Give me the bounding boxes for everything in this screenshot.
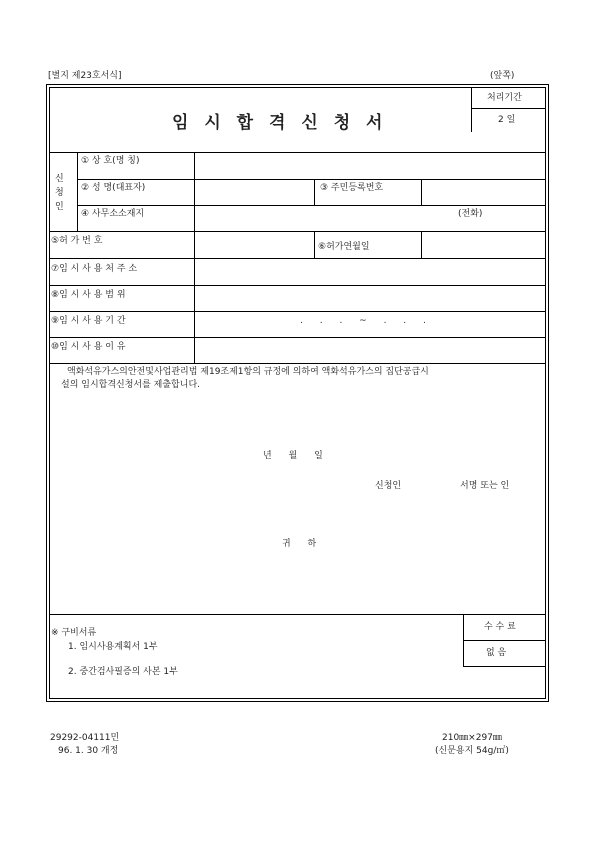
paper-size: 210㎜×297㎜ — [442, 733, 502, 743]
form-number: [별지 제23호서식] — [48, 71, 122, 81]
fee-box-left — [463, 614, 464, 666]
fee-label: 수 수 료 — [484, 622, 516, 632]
row-line — [77, 205, 546, 206]
processing-box-divider — [471, 108, 546, 109]
col-divider — [421, 231, 422, 258]
resident-number-field[interactable] — [423, 181, 544, 203]
row-line — [49, 258, 546, 259]
permit-number-label: ⑤허 가 번 호 — [51, 236, 103, 246]
date-line: 년 월 일 — [263, 451, 330, 461]
statement-line-2: 설의 임시합격신청서를 제출합니다. — [61, 380, 200, 390]
addressee-label: 귀 하 — [282, 539, 324, 549]
row-line — [77, 179, 546, 180]
row-line — [49, 363, 546, 364]
row-line — [49, 152, 546, 153]
phone-label: (전화) — [458, 209, 483, 219]
permit-number-field[interactable] — [196, 233, 312, 256]
revision-date: 96. 1. 30 개정 — [58, 746, 119, 756]
applicant-group-label-3: 인 — [55, 202, 64, 212]
attachment-item-1: 1. 임시사용계획서 1부 — [68, 642, 158, 652]
form-title: 임 시 합 격 신 청 서 — [172, 113, 388, 133]
temp-use-address-field[interactable] — [196, 260, 544, 283]
applicant-group-label-1: 신 — [55, 174, 64, 184]
resident-number-label: ③ 주민등록번호 — [320, 183, 384, 193]
office-address-field[interactable] — [196, 207, 544, 229]
col-divider — [314, 179, 315, 205]
page-side-label: (앞쪽) — [490, 71, 515, 81]
fee-divider — [463, 640, 546, 641]
temp-use-reason-label: ⑩임 시 사 용 이 유 — [51, 342, 126, 352]
company-name-label: ① 상 호(명 칭) — [81, 156, 140, 166]
temp-use-period-value[interactable]: . . . ~ . . . — [300, 316, 433, 326]
paper-type: (신문용지 54g/㎡) — [435, 746, 509, 756]
temp-use-address-label: ⑦임 시 사 용 처 주 소 — [51, 264, 138, 274]
temp-use-scope-label: ⑧임 시 사 용 범 위 — [51, 290, 126, 300]
company-name-field[interactable] — [196, 154, 544, 177]
representative-field[interactable] — [196, 181, 312, 203]
applicant-group-divider — [77, 152, 78, 231]
office-address-label: ④ 사무소소재지 — [81, 209, 145, 219]
row-line — [49, 285, 546, 286]
row-line — [49, 311, 546, 312]
processing-box-left — [471, 87, 472, 132]
row-line — [49, 337, 546, 338]
temp-use-scope-field[interactable] — [196, 287, 544, 309]
row-line — [49, 231, 546, 232]
signature-or-seal-label: 서명 또는 인 — [460, 481, 510, 491]
label-column-divider — [194, 152, 195, 363]
temp-use-period-label: ⑨임 시 사 용 기 간 — [51, 316, 126, 326]
applicant-signature-label: 신청인 — [375, 481, 402, 491]
col-divider — [314, 231, 315, 258]
form-code: 29292-04111민 — [50, 733, 120, 743]
permit-date-field[interactable] — [423, 233, 544, 256]
permit-date-label: ⑥허가연월일 — [318, 242, 370, 252]
representative-label: ② 성 명(대표자) — [81, 183, 146, 193]
statement-line-1: 액화석유가스의안전및사업관리법 제19조제1항의 규정에 의하여 액화석유가스의 집단공급시 — [67, 367, 429, 377]
processing-period-value: 2 일 — [498, 115, 516, 125]
fee-bottom — [463, 666, 546, 667]
attachments-title: ※ 구비서류 — [51, 628, 97, 638]
temp-use-reason-field[interactable] — [196, 339, 544, 361]
fee-value: 없 음 — [486, 648, 507, 658]
applicant-group-label-2: 청 — [55, 188, 64, 198]
processing-period-label: 처리기간 — [487, 93, 522, 103]
attachment-item-2: 2. 중간검사필증의 사본 1부 — [68, 667, 178, 677]
col-divider — [421, 179, 422, 205]
row-line — [49, 614, 546, 615]
